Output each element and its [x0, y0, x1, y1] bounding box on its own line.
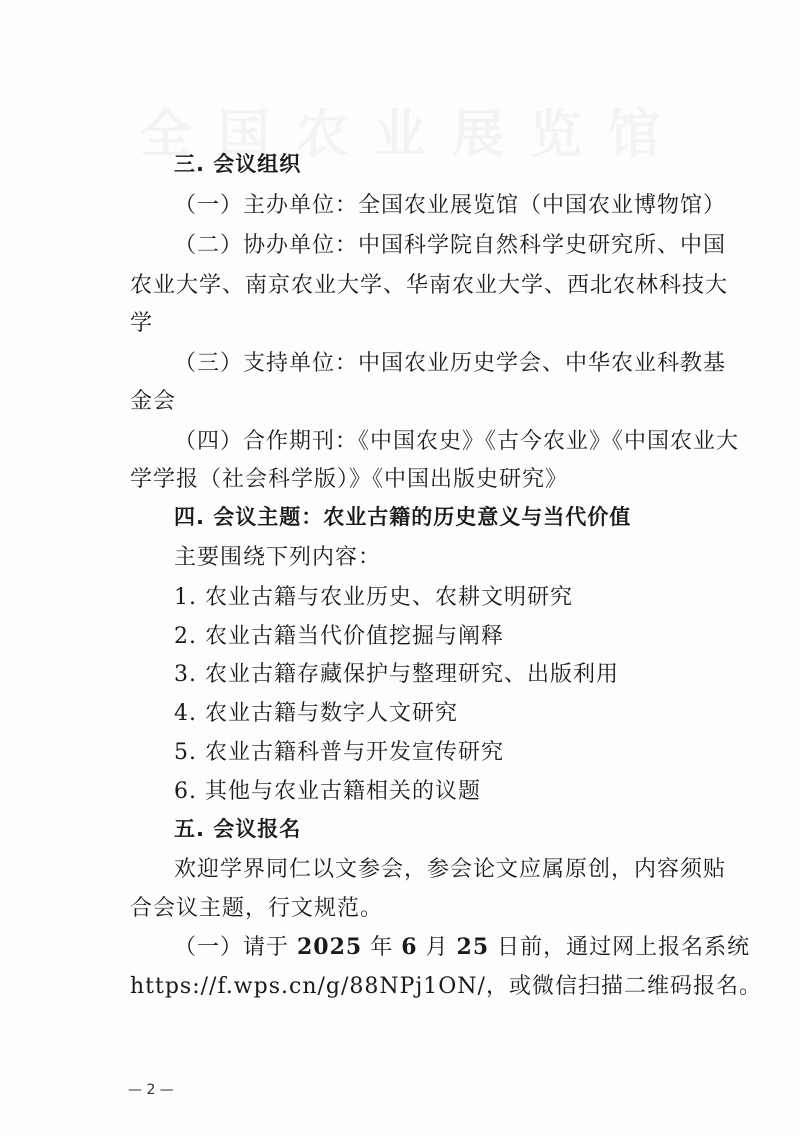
topic-item: 2. 农业古籍当代价值挖掘与阐释 — [174, 624, 504, 649]
co-organizer-line-1: （二）协办单位：中国科学院自然科学史研究所、中国 — [174, 233, 727, 258]
welcome-line-1: 欢迎学界同仁以文参会，参会论文应属原创，内容须贴 — [174, 857, 727, 882]
registration-prefix: （一）请于 — [174, 935, 297, 960]
page-number: — 2 — — [128, 1082, 174, 1098]
registration-suffix: 日前，通过网上报名系统 — [489, 935, 751, 960]
registration-day: 25 — [456, 934, 490, 960]
co-organizer-line-3: 学 — [130, 311, 154, 336]
support-unit-line-2: 金会 — [130, 389, 177, 414]
registration-year-unit: 年 — [362, 935, 402, 960]
registration-url-line: https://f.wps.cn/g/88NPj1ON/，或微信扫描二维码报名。 — [130, 974, 762, 999]
topic-item: 4. 农业古籍与数字人文研究 — [174, 701, 458, 726]
topic-item: 6. 其他与农业古籍相关的议题 — [174, 779, 481, 804]
welcome-line-2: 合会议主题，行文规范。 — [130, 896, 384, 921]
topic-item: 5. 农业古籍科普与开发宣传研究 — [174, 740, 504, 765]
topic-item: 1. 农业古籍与农业历史、农耕文明研究 — [174, 585, 573, 610]
journals-line-2: 学学报（社会科学版）》《中国出版史研究》 — [130, 467, 569, 492]
registration-month: 6 — [401, 934, 418, 960]
journals-line-1: （四）合作期刊：《中国农史》《古今农业》《中国农业大 — [174, 429, 740, 454]
topics-intro: 主要围绕下列内容： — [174, 545, 382, 570]
section-5-heading: 五. 会议报名 — [174, 817, 302, 841]
registration-year: 2025 — [297, 934, 363, 960]
host-unit: （一）主办单位：全国农业展览馆（中国农业博物馆） — [174, 193, 727, 218]
topic-item: 3. 农业古籍存藏保护与整理研究、出版利用 — [174, 662, 619, 687]
co-organizer-line-2: 农业大学、南京农业大学、华南农业大学、西北农林科技大 — [130, 273, 729, 298]
registration-month-unit: 月 — [417, 935, 457, 960]
support-unit-line-1: （三）支持单位：中国农业历史学会、中华农业科教基 — [174, 351, 727, 376]
section-4-heading: 四. 会议主题：农业古籍的历史意义与当代价值 — [174, 505, 632, 529]
registration-deadline — [174, 930, 750, 961]
section-3-heading: 三. 会议组织 — [174, 152, 302, 176]
